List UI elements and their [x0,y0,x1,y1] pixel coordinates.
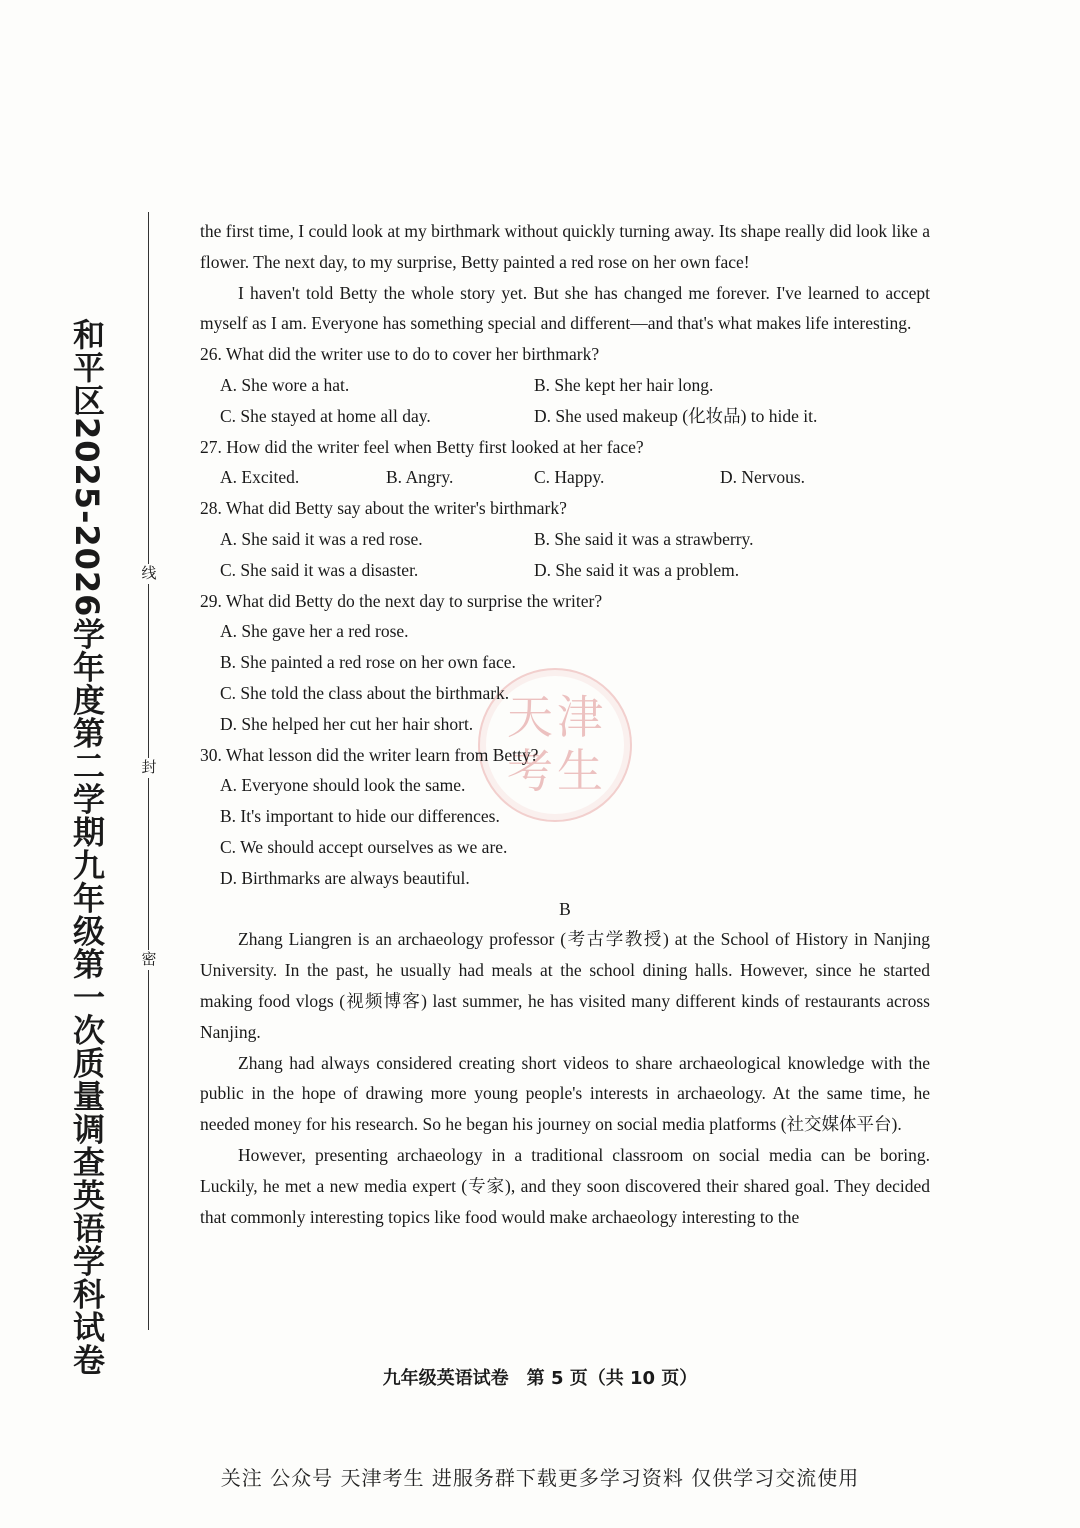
page-footer: 九年级英语试卷 第 5 页（共 10 页） [382,1368,698,1389]
answer-option: C. She stayed at home all day. [220,405,431,426]
answer-option: A. She gave her a red rose. [220,621,409,642]
answer-option: B. She painted a red rose on her own face. [220,652,516,673]
answer-option: C. She told the class about the birthmark. [220,682,510,703]
answer-option: D. She used makeup (化妆品) to hide it. [534,405,818,426]
question-stem: 28. What did Betty say about the writer's birthmark? [200,498,567,519]
answer-option: B. It's important to hide our differences. [220,806,500,827]
stamp-seal-text: 天津考生 [507,690,607,798]
question-stem: 26. What did the writer use to do to cover her birthmark? [200,344,600,365]
binding-mark-secret: 密 [138,950,160,970]
passage-b-paragraph: However, presenting archaeology in a traditional classroom on social media can be boring. Luckily, he met a new media expert (专家), and they soon discovered their shared goal. They decided that commonly interesting topics like food would make archaeology interesting to the [200,1144,930,1227]
answer-option: C. Happy. [534,467,605,488]
question-options [200,524,930,555]
passage-b-paragraph: Zhang had always considered creating short videos to share archaeological knowledge with the public in the hope of drawing more young people's interests in archaeology. At the same time, he needed money for his research. So he began his journey on social media platforms (社交媒体平台). [200,1052,930,1135]
binding-mark-seal: 封 [138,758,160,778]
question-options [200,401,930,432]
question-options [200,555,930,586]
answer-option: B. She kept her hair long. [534,374,714,395]
main-content [200,216,930,1232]
bottom-note: 关注 公众号 天津考生 进服务群下载更多学习资料 仅供学习交流使用 [220,1466,860,1490]
question-options [200,370,930,401]
answer-option: D. Nervous. [720,467,806,488]
answer-option: A. She wore a hat. [220,374,350,395]
question-stem: 30. What lesson did the writer learn from Betty? [200,744,539,765]
section-b-title: B [559,898,571,919]
binding-mark-line: 线 [138,564,160,584]
answer-option: A. She said it was a red rose. [220,528,423,549]
question-options [200,462,930,493]
answer-option: C. She said it was a disaster. [220,559,419,580]
passage-a-paragraph: the first time, I could look at my birthmark without quickly turning away. Its shape really did look like a flower. The next day, to my surprise, Betty painted a red rose on her own face! [200,221,930,272]
answer-option: D. Birthmarks are always beautiful. [220,867,470,888]
answer-option: D. She helped her cut her hair short. [220,713,474,734]
answer-option: B. Angry. [386,467,454,488]
passage-a-paragraph: I haven't told Betty the whole story yet. But she has changed me forever. I've learned to accept myself as I am. Everyone has something special and different—and that's what makes life interesting. [200,282,930,334]
answer-option: B. She said it was a strawberry. [534,528,754,549]
answer-option: A. Excited. [220,467,300,488]
answer-option: C. We should accept ourselves as we are. [220,836,508,857]
answer-option: D. She said it was a problem. [534,559,740,580]
answer-option: A. Everyone should look the same. [220,775,466,796]
side-exam-title: 和平区2025-2026学年度第二学期九年级第一次质量调查英语学科试卷 [68,318,106,1377]
question-stem: 29. What did Betty do the next day to surprise the writer? [200,590,603,611]
passage-b-paragraph: Zhang Liangren is an archaeology professor (考古学教授) at the School of History in Nanjing University. In the past, he usually had meals at the school dining halls. However, since he started making food vlogs (视频博客) last summer, he has visited many different kinds of restaurants across Nanjing. [200,929,930,1042]
question-stem: 27. How did the writer feel when Betty first looked at her face? [200,436,644,457]
